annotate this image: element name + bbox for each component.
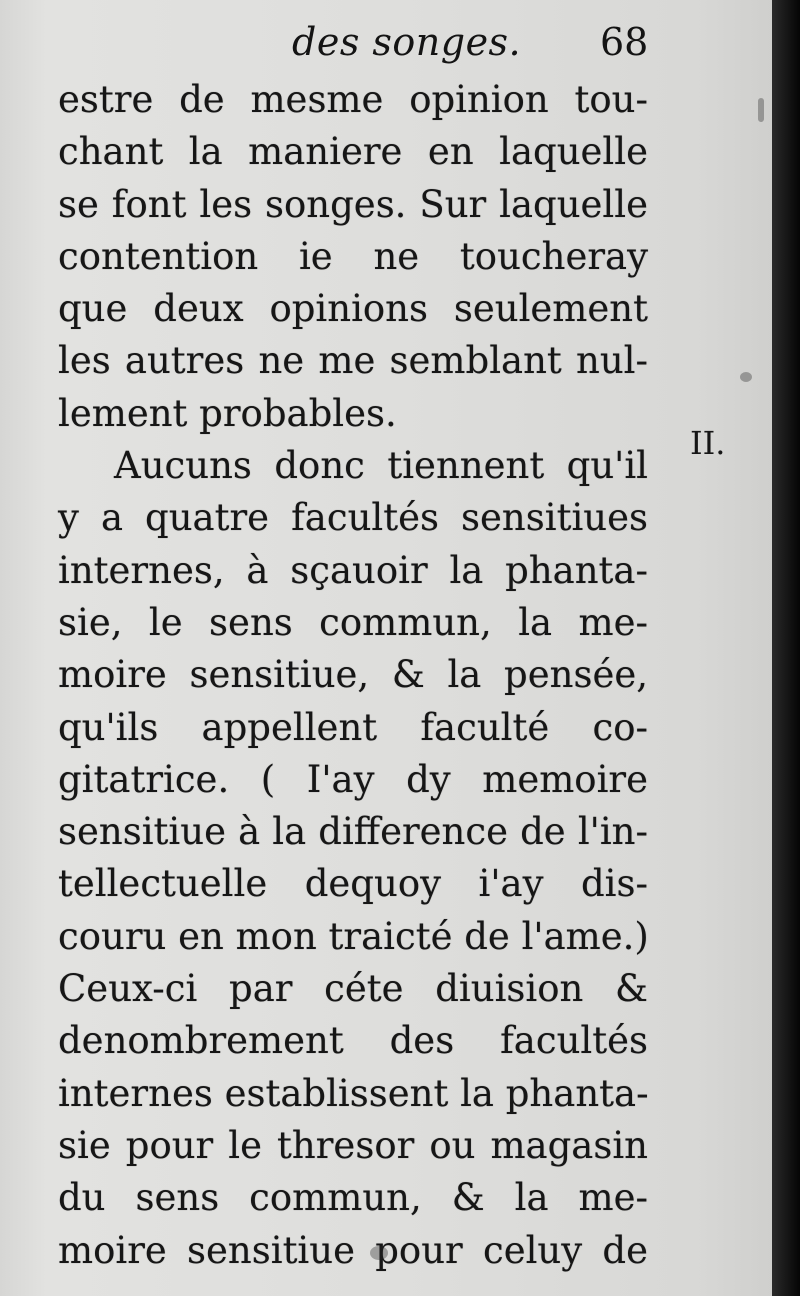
text-line: estre de mesme opinion tou- [58, 78, 648, 121]
paper-speck [370, 1246, 388, 1260]
text-line: Aucuns donc tiennent qu'il [114, 444, 648, 488]
page-edge-shadow [772, 0, 800, 1296]
text-line: sie, le sens commun, la me- [58, 600, 648, 644]
text-line: sie pour le thresor ou magasin [58, 1123, 648, 1167]
running-title: des songes. [292, 20, 522, 64]
text-line: sensitiue à la difference de l'in- [58, 810, 648, 854]
text-line: lement probables. [58, 391, 397, 435]
text-line: tellectuelle dequoy i'ay dis- [58, 862, 648, 906]
page-header [0, 14, 772, 74]
text-line: Ceux-ci par céte diuision & [58, 967, 648, 1011]
text-line: denombrement des facultés [58, 1019, 648, 1063]
paper-speck [740, 372, 752, 382]
text-line: les autres ne me semblant nul- [58, 339, 648, 383]
text-line: qu'ils appellent faculté co- [58, 705, 648, 749]
text-line: chant la maniere en laquelle [58, 130, 648, 174]
text-line: internes, à sçauoir la phanta- [58, 548, 648, 592]
margin-note: II. [690, 424, 726, 462]
text-line: gitatrice. ( I'ay dy memoire [58, 757, 648, 801]
text-line: se font les songes. Sur laquelle [58, 182, 648, 226]
text-line: du sens commun, & la me- [58, 1176, 648, 1220]
text-line: y a quatre facultés sensitiues [58, 496, 648, 540]
body-text [58, 74, 648, 1277]
text-line: couru en mon traicté de l'ame.) [58, 914, 649, 958]
text-line: contention ie ne toucheray [58, 234, 648, 278]
text-line: moire sensitiue, & la pensée, [58, 653, 648, 697]
paper-speck [758, 98, 764, 122]
page-number: 68 [600, 20, 649, 64]
text-line: que deux opinions seulement [58, 287, 648, 331]
text-line: internes establissent la phanta- [58, 1071, 649, 1115]
text-line: moire sensitiue pour celuy de [58, 1228, 648, 1272]
